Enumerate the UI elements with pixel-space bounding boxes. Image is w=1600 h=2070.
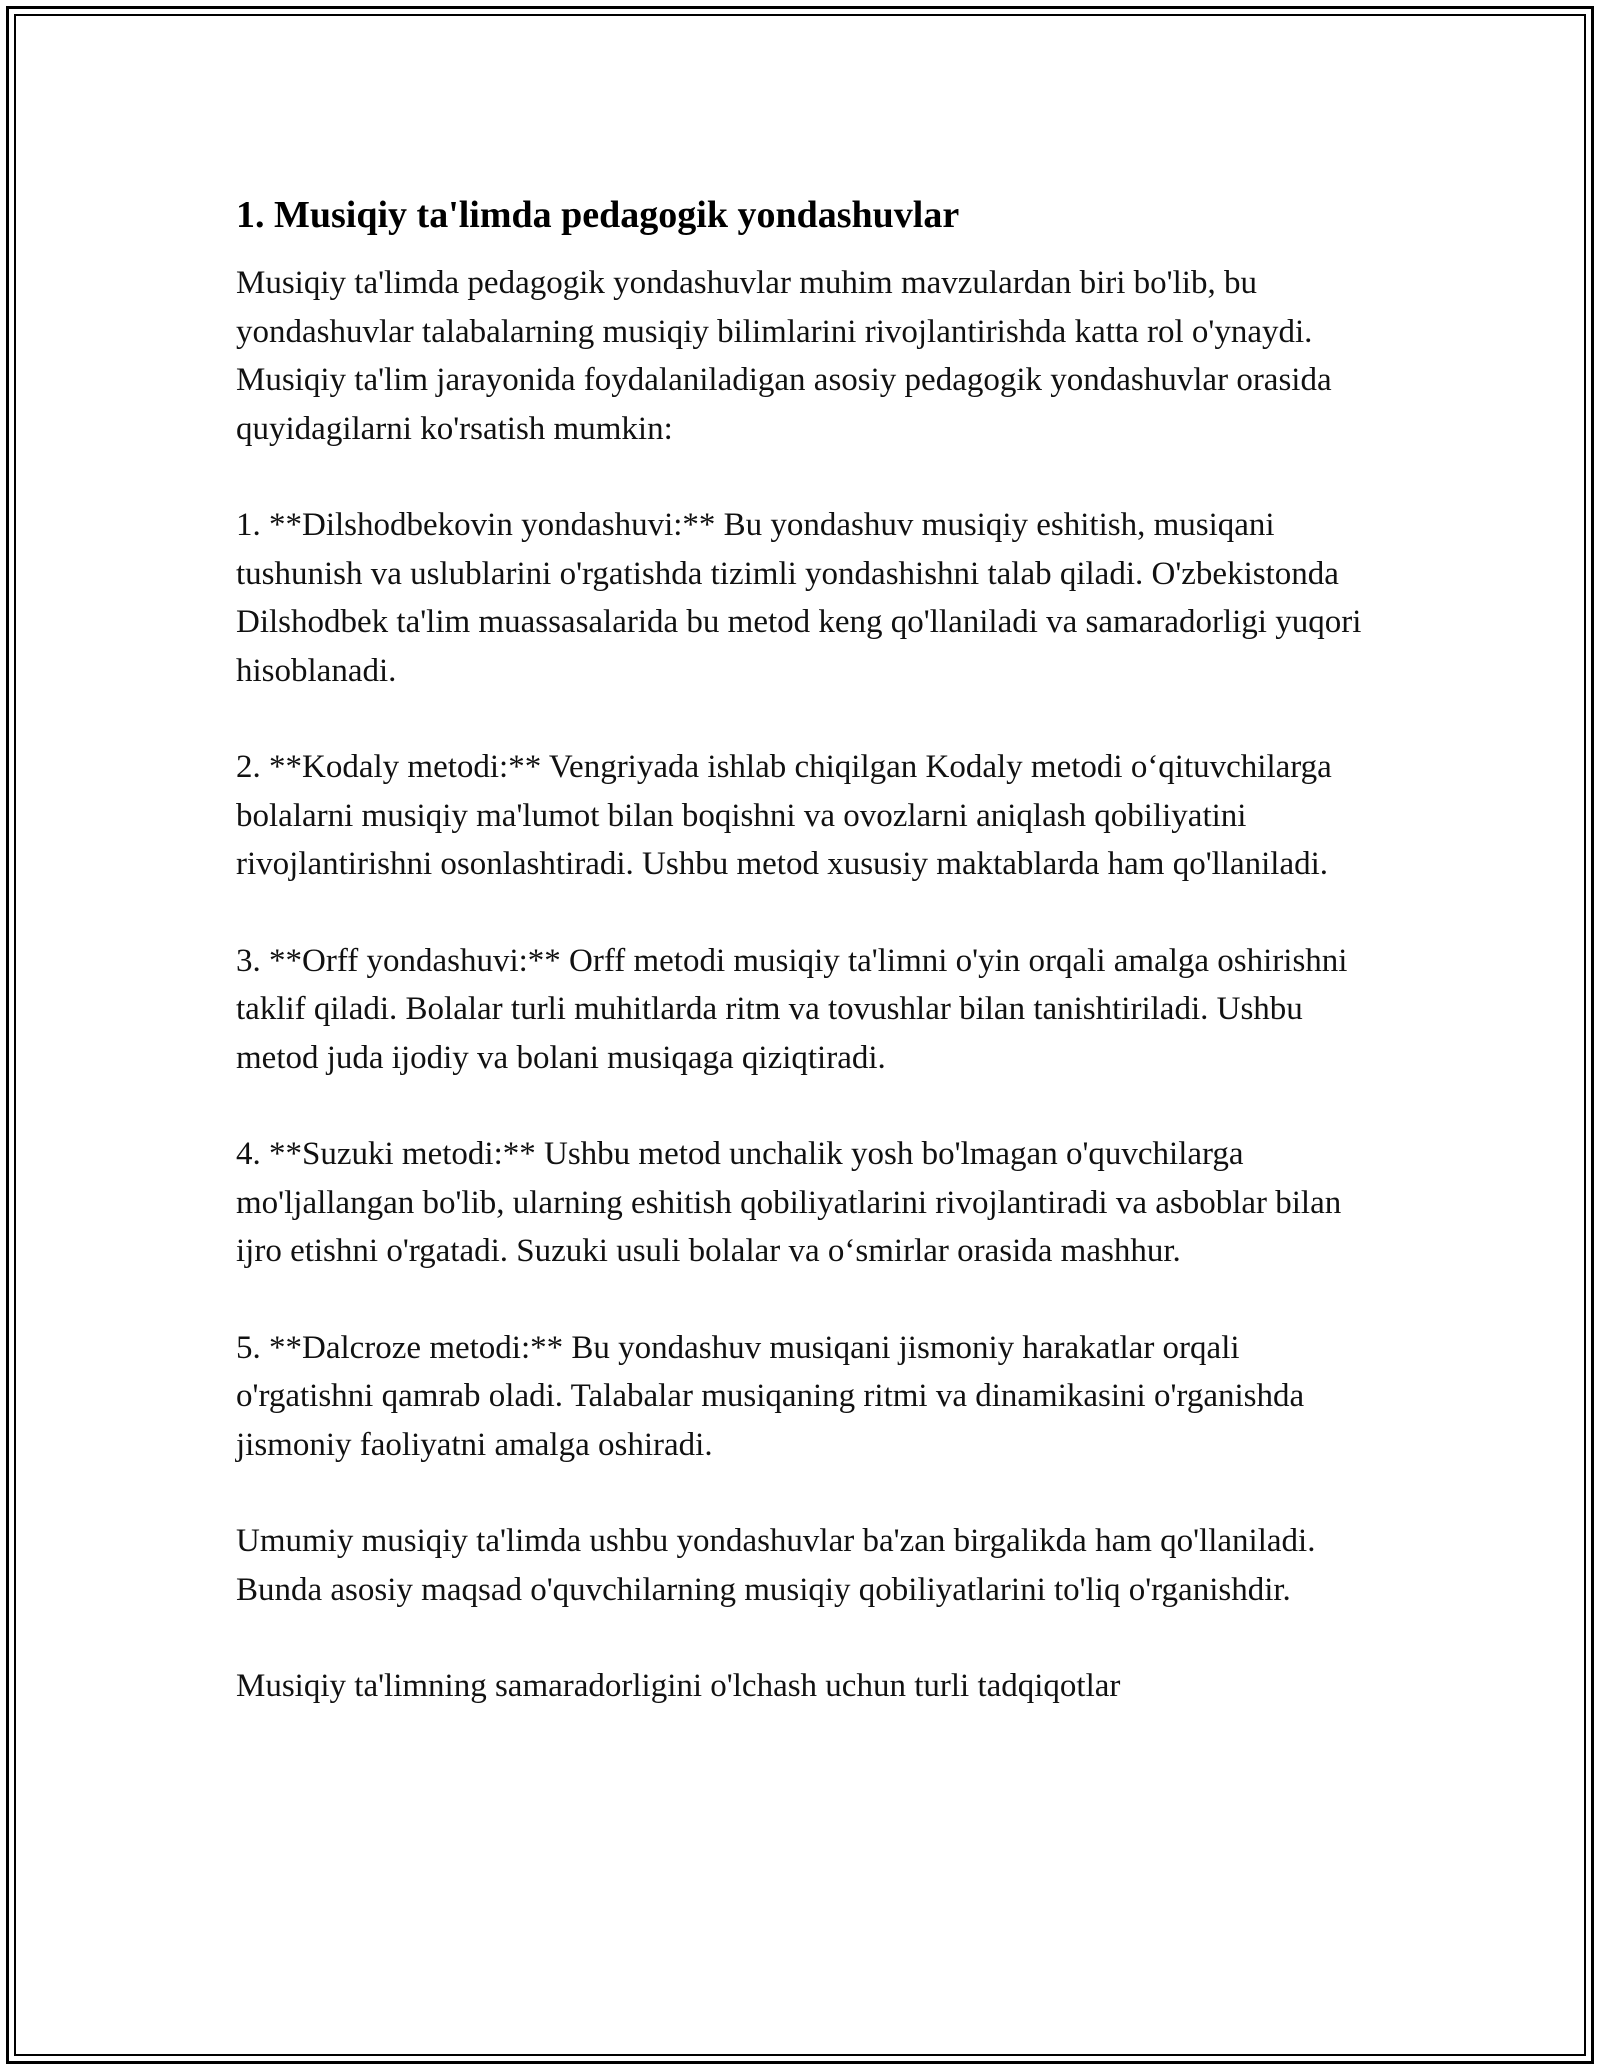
- intro-paragraph: Musiqiy ta'limda pedagogik yondashuvlar muhim mavzulardan biri bo'lib, bu yondashuvlar talabalarning musiqiy bilimlarini rivojlantirishda katta rol o'ynaydi. Musiqiy ta'lim jarayonida foydalaniladigan asosiy pedagogik yondashuvlar orasida quyidagilarni ko'rsatish mumkin:: [236, 265, 1332, 447]
- summary-paragraph: Umumiy musiqiy ta'limda ushbu yondashuvlar ba'zan birgalikda ham qo'llaniladi. Bunda asosiy maqsad o'quvchilarning musiqiy qobiliyatlarini to'liq o'rganishdir.: [236, 1523, 1316, 1608]
- list-item-dilshodbekovin: 1. **Dilshodbekovin yondashuvi:** Bu yondashuv musiqiy eshitish, musiqani tushunish va uslublarini o'rgatishda tizimli yondashishni talab qiladi. O'zbekistonda Dilshodbek ta'lim muassasalarida bu metod keng qo'llaniladi va samaradorligi yuqori hisoblanadi.: [236, 507, 1362, 689]
- document-body: [236, 190, 1371, 1711]
- list-item-suzuki: 4. **Suzuki metodi:** Ushbu metod unchalik yosh bo'lmagan o'quvchilarga mo'ljallangan bo'lib, ularning eshitish qobiliyatlarini rivojlantiradi va asboblar bilan ijro etishni o'rgatadi. Suzuki usuli bolalar va o‘smirlar orasida mashhur.: [236, 1136, 1342, 1269]
- closing-paragraph: Musiqiy ta'limning samaradorligini o'lchash uchun turli tadqiqotlar: [236, 1668, 1121, 1704]
- section-heading: 1. Musiqiy ta'limda pedagogik yondashuvlar: [236, 194, 960, 236]
- list-item-dalcroze: 5. **Dalcroze metodi:** Bu yondashuv musiqani jismoniy harakatlar orqali o'rgatishni qamrab oladi. Talabalar musiqaning ritmi va dinamikasini o'rganishda jismoniy faoliyatni amalga oshiradi.: [236, 1329, 1305, 1463]
- list-item-kodaly: 2. **Kodaly metodi:** Vengriyada ishlab chiqilgan Kodaly metodi o‘qituvchilarga bolalarni musiqiy ma'lumot bilan boqishni va ovozlarni aniqlash qobiliyatini rivojlantirishni osonlashtiradi. Ushbu metod xususiy maktablarda ham qo'llaniladi.: [236, 749, 1332, 882]
- list-item-orff: 3. **Orff yondashuvi:** Orff metodi musiqiy ta'limni o'yin orqali amalga oshirishni taklif qiladi. Bolalar turli muhitlarda ritm va tovushlar bilan tanishtiriladi. Ushbu metod juda ijodiy va bolani musiqaga qiziqtiradi.: [236, 942, 1348, 1076]
